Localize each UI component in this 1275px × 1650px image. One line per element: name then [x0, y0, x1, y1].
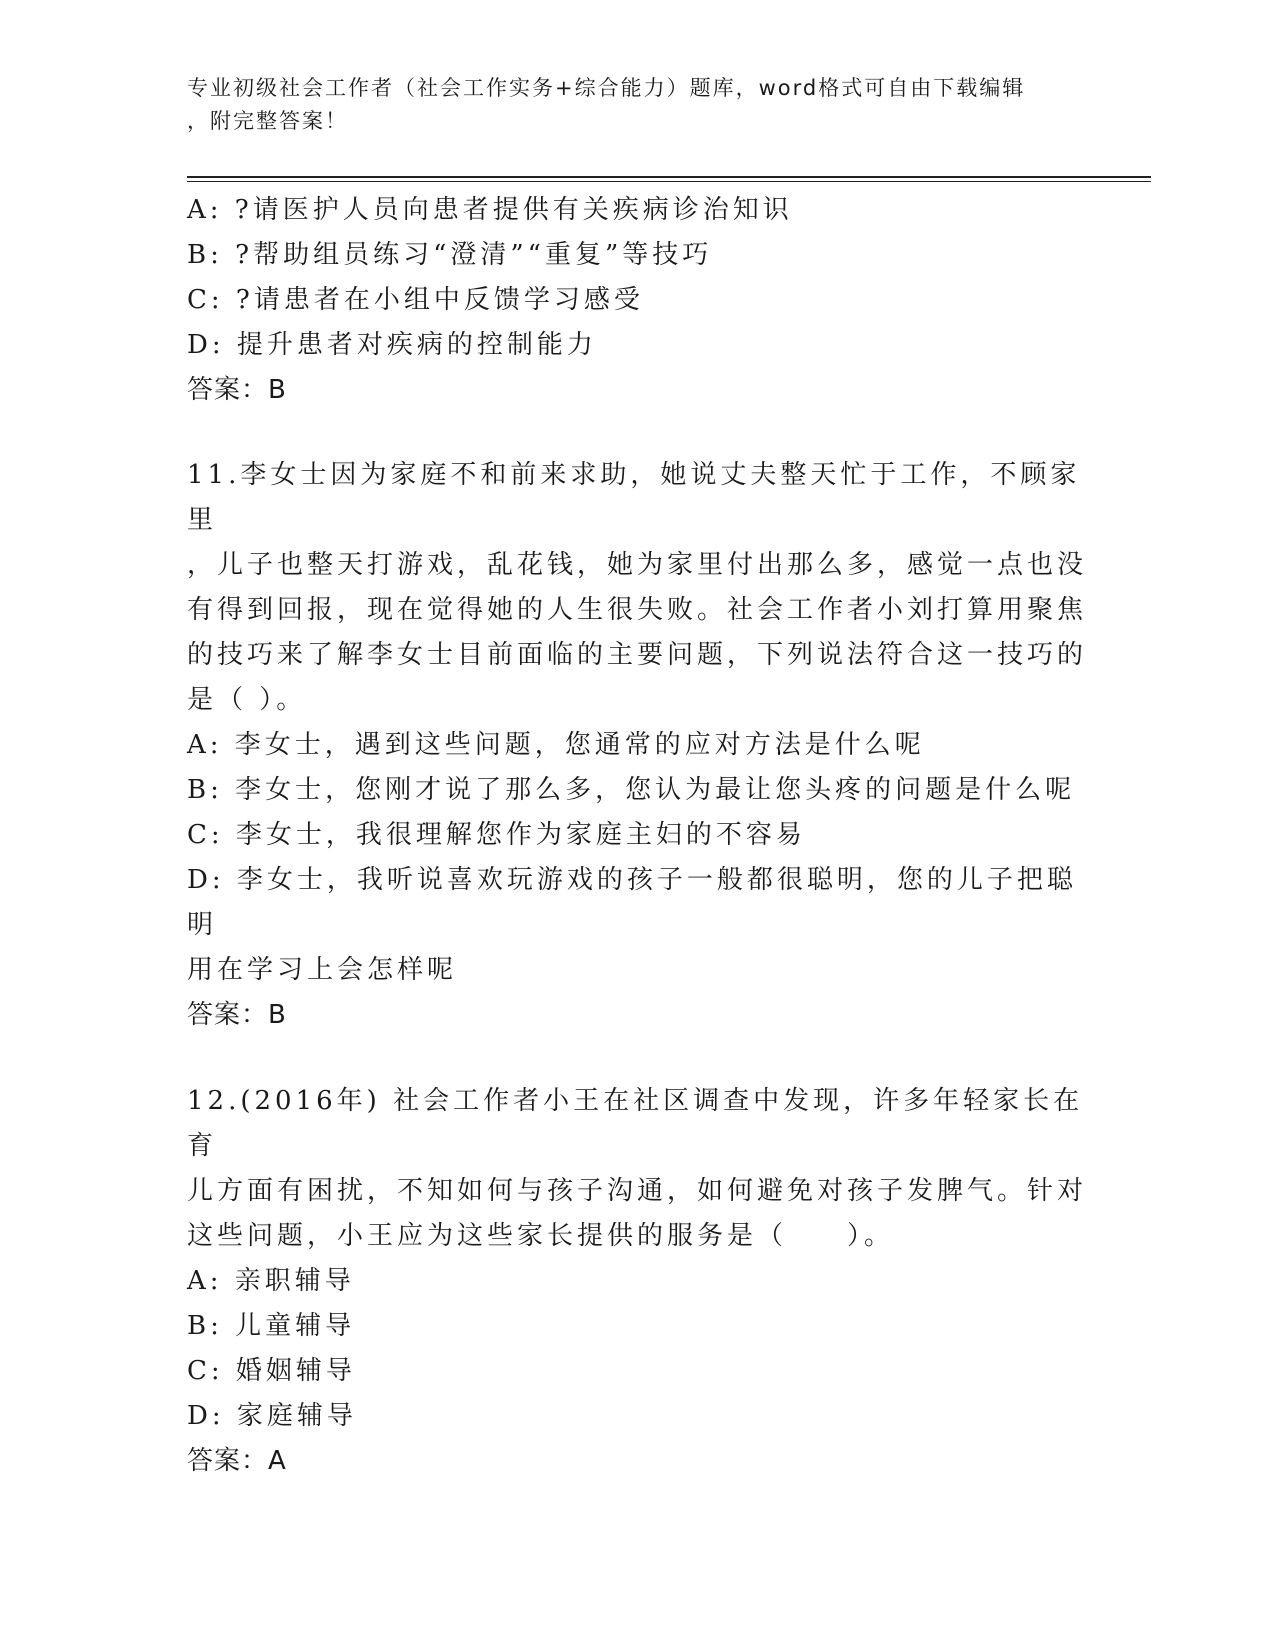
question-11 — [187, 453, 1087, 1038]
question-10-answer: 答案：B — [187, 375, 287, 405]
question-10-option-c: C: ?请患者在小组中反馈学习感受 — [187, 285, 644, 315]
question-10 — [187, 188, 1087, 413]
header-title-line-2: ，附完整答案！ — [187, 109, 348, 133]
document-body — [187, 188, 1087, 1484]
question-12-stem-line: 这些问题，小王应为这些家长提供的服务是（ ）。 — [187, 1221, 895, 1251]
question-11-option-a: A: 李女士，遇到这些问题，您通常的应对方法是什么呢 — [187, 730, 925, 760]
question-11-stem-line: ，儿子也整天打游戏，乱花钱，她为家里付出那么多，感觉一点也没 — [187, 550, 1088, 580]
question-11-stem-line: 的技巧来了解李女士目前面临的主要问题，下列说法符合这一技巧的 — [187, 640, 1088, 670]
question-10-option-d: D: 提升患者对疾病的控制能力 — [187, 330, 597, 360]
question-12 — [187, 1079, 1087, 1484]
question-12-option-d: D: 家庭辅导 — [187, 1401, 357, 1431]
spacer — [187, 413, 1087, 453]
question-11-stem-line: 有得到回报，现在觉得她的人生很失败。社会工作者小刘打算用聚焦 — [187, 595, 1088, 625]
question-11-option-b: B: 李女士，您刚才说了那么多，您认为最让您头疼的问题是什么呢 — [187, 775, 1076, 805]
question-12-option-c: C: 婚姻辅导 — [187, 1356, 356, 1386]
question-11-option-d: D: 李女士，我听说喜欢玩游戏的孩子一般都很聪明，您的儿子把聪明 — [187, 865, 1077, 940]
header-divider — [187, 176, 1151, 178]
question-11-option-c: C: 李女士，我很理解您作为家庭主妇的不容易 — [187, 820, 806, 850]
question-10-option-a: A: ?请医护人员向患者提供有关疾病诊治知识 — [187, 195, 793, 225]
question-10-option-b: B: ?帮助组员练习“澄清”“重复”等技巧 — [187, 240, 713, 270]
question-12-stem-line: 儿方面有困扰，不知如何与孩子沟通，如何避免对孩子发脾气。针对 — [187, 1176, 1088, 1206]
page-header — [187, 72, 1087, 138]
header-divider-thin — [187, 181, 1151, 182]
header-title-line-1: 专业初级社会工作者（社会工作实务+综合能力）题库，word格式可自由下载编辑 — [187, 76, 1026, 100]
question-11-option-d-continued: 用在学习上会怎样呢 — [187, 955, 458, 985]
question-11-stem-line: 是（ ）。 — [187, 685, 307, 715]
spacer — [187, 1038, 1087, 1079]
question-12-stem-line: 12.(2016年) 社会工作者小王在社区调查中发现，许多年轻家长在育 — [187, 1086, 1084, 1161]
question-11-stem-line: 11.李女士因为家庭不和前来求助，她说丈夫整天忙于工作，不顾家里 — [187, 460, 1081, 535]
question-12-option-b: B: 儿童辅导 — [187, 1311, 356, 1341]
question-11-answer: 答案：B — [187, 1000, 287, 1030]
question-12-option-a: A: 亲职辅导 — [187, 1266, 355, 1296]
question-12-answer: 答案：A — [187, 1446, 287, 1476]
